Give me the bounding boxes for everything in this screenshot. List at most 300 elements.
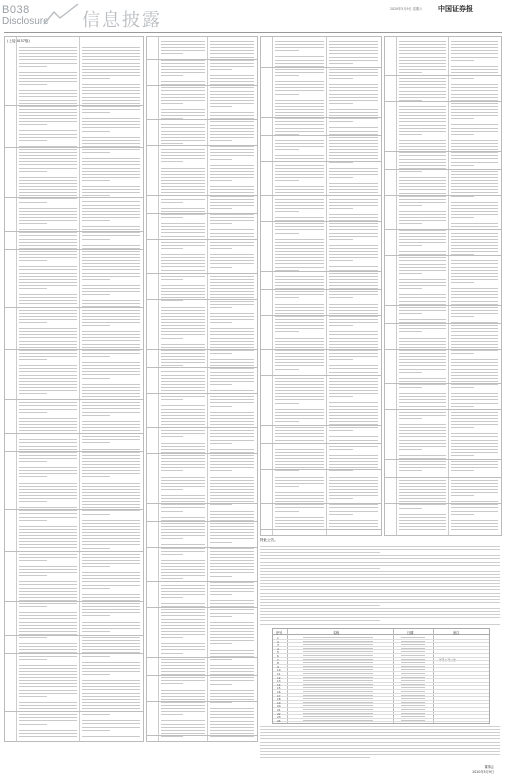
text-line [451, 461, 498, 462]
schedule-row-number: 2 [277, 639, 279, 644]
text-line [210, 146, 254, 147]
text-line [19, 344, 77, 345]
text-line [161, 371, 205, 372]
text-line [451, 396, 498, 397]
text-line [82, 291, 140, 292]
text-line [19, 520, 47, 521]
text-line [19, 560, 47, 561]
text-line [19, 625, 77, 626]
text-line [399, 526, 446, 527]
article-number-column [261, 37, 273, 535]
section-title-en: Disclosure [2, 16, 49, 27]
text-line [451, 406, 474, 407]
text-line [210, 248, 232, 249]
text-line [275, 186, 324, 187]
text-line [329, 87, 378, 88]
text-line [210, 560, 254, 561]
text-line [19, 674, 77, 675]
text-line [210, 517, 254, 518]
text-line [210, 554, 254, 555]
text-line [161, 511, 183, 512]
text-line [161, 47, 205, 48]
text-line [82, 609, 140, 610]
text-line [260, 555, 500, 556]
text-line [161, 637, 183, 638]
row-divider [261, 503, 381, 504]
text-line [451, 158, 498, 159]
text-line [161, 100, 205, 101]
article-number-column [147, 37, 159, 741]
text-line [82, 665, 140, 666]
text-line [82, 486, 140, 487]
text-line [210, 711, 254, 712]
row-divider [5, 451, 143, 452]
text-line [19, 47, 77, 48]
schedule-row-number: 15 [277, 686, 281, 691]
text-line [161, 307, 205, 308]
text-line [82, 239, 110, 240]
text-line [329, 97, 378, 98]
text-line [399, 118, 446, 119]
text-line [275, 403, 299, 404]
text-line [210, 730, 254, 731]
text-line [161, 223, 205, 224]
row-divider [261, 375, 381, 376]
text-line [82, 723, 140, 724]
text-line [82, 575, 140, 576]
text-line [399, 285, 446, 286]
text-line [451, 267, 498, 268]
text-line [451, 279, 498, 280]
row-divider [385, 503, 501, 504]
text-line [161, 470, 183, 471]
text-line [329, 470, 353, 471]
text-line [275, 94, 299, 95]
text-line [210, 495, 254, 496]
text-line [161, 69, 205, 70]
text-line [210, 566, 254, 567]
text-line [161, 72, 205, 73]
text-line [161, 409, 205, 410]
text-line [329, 297, 353, 298]
text-line [210, 659, 232, 660]
text-line [329, 131, 378, 132]
text-line [210, 538, 254, 539]
text-line [161, 189, 205, 190]
text-line [210, 631, 254, 632]
text-line [82, 378, 110, 379]
row-divider [261, 161, 381, 162]
text-line [399, 406, 446, 407]
text-line [161, 168, 205, 169]
text-line [210, 714, 254, 715]
row-divider [147, 213, 257, 214]
text-line [451, 433, 498, 434]
text-line [82, 273, 140, 274]
text-line [19, 202, 47, 203]
text-line [451, 387, 474, 388]
row-divider [385, 305, 501, 306]
text-line [82, 303, 140, 304]
text-line [451, 276, 498, 277]
text-line [210, 717, 254, 718]
text-line [161, 461, 205, 462]
text-line [82, 266, 140, 267]
text-line [451, 511, 498, 512]
text-line [82, 424, 140, 425]
text-line [329, 436, 378, 437]
text-line [329, 356, 378, 357]
schedule-row-number: 20 [277, 704, 281, 709]
text-line [161, 424, 205, 425]
text-line [19, 618, 77, 619]
schedule-row-number: 7 [277, 657, 279, 662]
text-line [275, 84, 324, 85]
text-line [399, 165, 446, 166]
text-line [275, 338, 324, 339]
text-line [82, 495, 140, 496]
text-line [19, 513, 77, 514]
schedule-row-date [401, 705, 425, 706]
text-line [19, 109, 77, 110]
schedule-row-date [401, 695, 425, 696]
text-line [399, 211, 446, 212]
text-line [451, 192, 498, 193]
row-divider [5, 433, 143, 434]
row-divider [5, 635, 143, 636]
text-line [399, 155, 446, 156]
text-line [161, 112, 205, 113]
text-line [399, 199, 446, 200]
text-line [399, 492, 446, 493]
text-line [161, 529, 205, 530]
text-line [210, 100, 254, 101]
text-line [19, 217, 77, 218]
text-line [275, 260, 324, 261]
text-line [161, 554, 183, 555]
text-line [161, 396, 205, 397]
text-line [451, 69, 498, 70]
text-line [82, 319, 140, 320]
text-line [82, 523, 140, 524]
text-line [399, 353, 446, 354]
text-line [161, 585, 205, 586]
text-line [260, 624, 500, 625]
text-line [399, 356, 446, 357]
article-text-column [159, 37, 208, 741]
text-line [260, 596, 500, 597]
text-line [399, 430, 446, 431]
text-line [275, 353, 324, 354]
text-line [19, 96, 77, 97]
text-line [161, 609, 205, 610]
text-line [161, 634, 205, 635]
text-line [210, 174, 254, 175]
text-line [82, 649, 140, 650]
schedule-row-number: 1 [277, 636, 279, 640]
text-line [161, 103, 183, 104]
text-line [399, 239, 446, 240]
text-line [210, 220, 254, 221]
text-line [19, 476, 47, 477]
text-line [329, 155, 378, 156]
text-line [19, 260, 47, 261]
schedule-row-date [401, 709, 425, 710]
text-line [161, 436, 183, 437]
text-line [399, 91, 446, 92]
schedule-row-number: 8 [277, 661, 279, 666]
text-line [451, 316, 474, 317]
text-line [451, 341, 498, 342]
text-line [82, 603, 140, 604]
article-comparison-table [4, 36, 502, 774]
text-line [399, 486, 446, 487]
text-line [161, 288, 205, 289]
text-line [210, 165, 254, 166]
text-line [275, 517, 324, 518]
text-line [19, 409, 77, 410]
text-line [82, 164, 140, 165]
text-line [275, 192, 324, 193]
schedule-row-number: 24 [277, 718, 281, 723]
text-line [399, 60, 446, 61]
text-line [451, 202, 498, 203]
text-line [210, 412, 254, 413]
text-line [210, 192, 254, 193]
text-line [19, 112, 77, 113]
text-line [82, 625, 140, 626]
text-line [451, 183, 498, 184]
text-line [82, 50, 140, 51]
text-line [82, 720, 140, 721]
text-line [82, 683, 140, 684]
text-line [210, 115, 254, 116]
text-line [399, 230, 446, 231]
header-rule [4, 32, 502, 33]
text-line [260, 580, 500, 581]
text-line [19, 223, 47, 224]
text-line [275, 50, 299, 51]
schedule-row-date [401, 716, 425, 717]
text-line [329, 223, 378, 224]
row-divider [147, 349, 257, 350]
text-line [329, 72, 378, 73]
text-line [210, 511, 254, 512]
text-line [161, 109, 205, 110]
schedule-row-number: 23 [277, 715, 281, 720]
text-line [210, 75, 254, 76]
text-line [399, 57, 446, 58]
text-line [210, 69, 232, 70]
text-line [275, 124, 324, 125]
text-line [451, 507, 498, 508]
text-line [399, 134, 422, 135]
text-line [210, 563, 254, 564]
text-line [82, 331, 140, 332]
text-line [161, 495, 205, 496]
text-line [82, 356, 110, 357]
comparison-table-panel [384, 36, 502, 536]
text-line [19, 50, 77, 51]
text-line [82, 344, 140, 345]
text-line [399, 183, 446, 184]
text-line [19, 526, 77, 527]
text-line [19, 597, 77, 598]
text-line [210, 50, 254, 51]
text-line [82, 458, 140, 459]
text-line [451, 282, 474, 283]
text-line [82, 140, 140, 141]
text-line [210, 254, 254, 255]
text-line [82, 390, 140, 391]
text-line [19, 81, 77, 82]
text-line [260, 546, 500, 547]
text-line [210, 378, 254, 379]
text-line [161, 615, 205, 616]
schedule-header-note: 备注 [453, 631, 460, 635]
text-line [19, 452, 77, 453]
text-line [161, 325, 205, 326]
text-line [161, 464, 205, 465]
text-line [275, 202, 324, 203]
text-line [210, 199, 254, 200]
text-line [19, 371, 77, 372]
text-line [82, 405, 140, 406]
text-line [82, 279, 110, 280]
text-line [210, 245, 254, 246]
text-line [451, 495, 474, 496]
schedule-row-name [303, 637, 373, 638]
signer: 董事会 [484, 765, 494, 769]
schedule-row-name [303, 673, 373, 674]
text-line [161, 242, 205, 243]
text-line [161, 149, 205, 150]
text-line [329, 199, 378, 200]
schedule-row-number: 3 [277, 643, 279, 648]
text-line [399, 193, 446, 194]
text-line [210, 637, 254, 638]
text-line [275, 155, 324, 156]
text-line [161, 612, 205, 613]
text-line [82, 56, 140, 57]
text-line [451, 452, 498, 453]
text-line [19, 470, 77, 471]
text-line [19, 541, 77, 542]
text-line [329, 140, 378, 141]
text-line [399, 313, 422, 314]
text-line [161, 171, 205, 172]
schedule-row-date [401, 644, 425, 645]
schedule-row-name [303, 659, 373, 660]
text-line [19, 705, 77, 706]
text-line [275, 452, 324, 453]
text-line [82, 75, 140, 76]
text-line [19, 53, 77, 54]
text-line [275, 350, 324, 351]
text-line [275, 81, 324, 82]
page-code: B038 [2, 4, 30, 16]
text-line [19, 177, 77, 178]
text-line [19, 168, 77, 169]
text-line [161, 421, 205, 422]
text-line [161, 44, 205, 45]
schedule-table [272, 628, 490, 724]
row-divider [5, 711, 143, 712]
text-line [19, 186, 77, 187]
text-line [82, 217, 140, 218]
text-line [19, 446, 77, 447]
text-line [82, 402, 140, 403]
row-divider [261, 117, 381, 118]
row-divider [261, 349, 381, 350]
text-line [82, 631, 110, 632]
text-line [329, 63, 353, 64]
text-line [399, 489, 446, 490]
text-line [260, 732, 500, 733]
text-line [82, 544, 140, 545]
text-line [19, 690, 77, 691]
text-line [329, 60, 378, 61]
text-line [19, 319, 77, 320]
text-line [399, 378, 446, 379]
text-line [451, 72, 498, 73]
text-line [399, 424, 446, 425]
text-line [210, 696, 254, 697]
text-line [275, 44, 324, 45]
text-line [399, 483, 446, 484]
text-line [210, 514, 254, 515]
text-line [210, 650, 254, 651]
text-line [329, 266, 378, 267]
text-line [161, 702, 205, 703]
section-title-cn: 信息披露 [82, 10, 162, 31]
issue-date: 2020年5月9日 星期六 [390, 7, 423, 11]
text-line [329, 514, 353, 515]
text-line [451, 347, 498, 348]
row-divider [261, 425, 381, 426]
text-line [161, 90, 205, 91]
text-line [451, 344, 498, 345]
text-line [82, 109, 140, 110]
text-line [329, 440, 378, 441]
text-line [161, 597, 183, 598]
text-line [19, 517, 77, 518]
text-line [399, 495, 446, 496]
text-line [161, 236, 205, 237]
text-line [275, 229, 324, 230]
text-line [399, 180, 446, 181]
text-line [82, 578, 140, 579]
text-line [82, 171, 140, 172]
text-line [275, 498, 324, 499]
text-line [399, 381, 446, 382]
text-line [210, 44, 254, 45]
text-line [399, 415, 446, 416]
text-line [399, 288, 422, 289]
text-line [82, 152, 110, 153]
text-line [82, 714, 110, 715]
text-line [19, 75, 77, 76]
text-line [210, 702, 232, 703]
text-line [329, 331, 378, 332]
text-line [329, 217, 378, 218]
row-divider [5, 551, 143, 552]
schedule-row-date [401, 677, 425, 678]
schedule-row-number: 22 [277, 711, 281, 716]
text-line [275, 322, 324, 323]
text-line [329, 168, 378, 169]
text-line [275, 87, 324, 88]
